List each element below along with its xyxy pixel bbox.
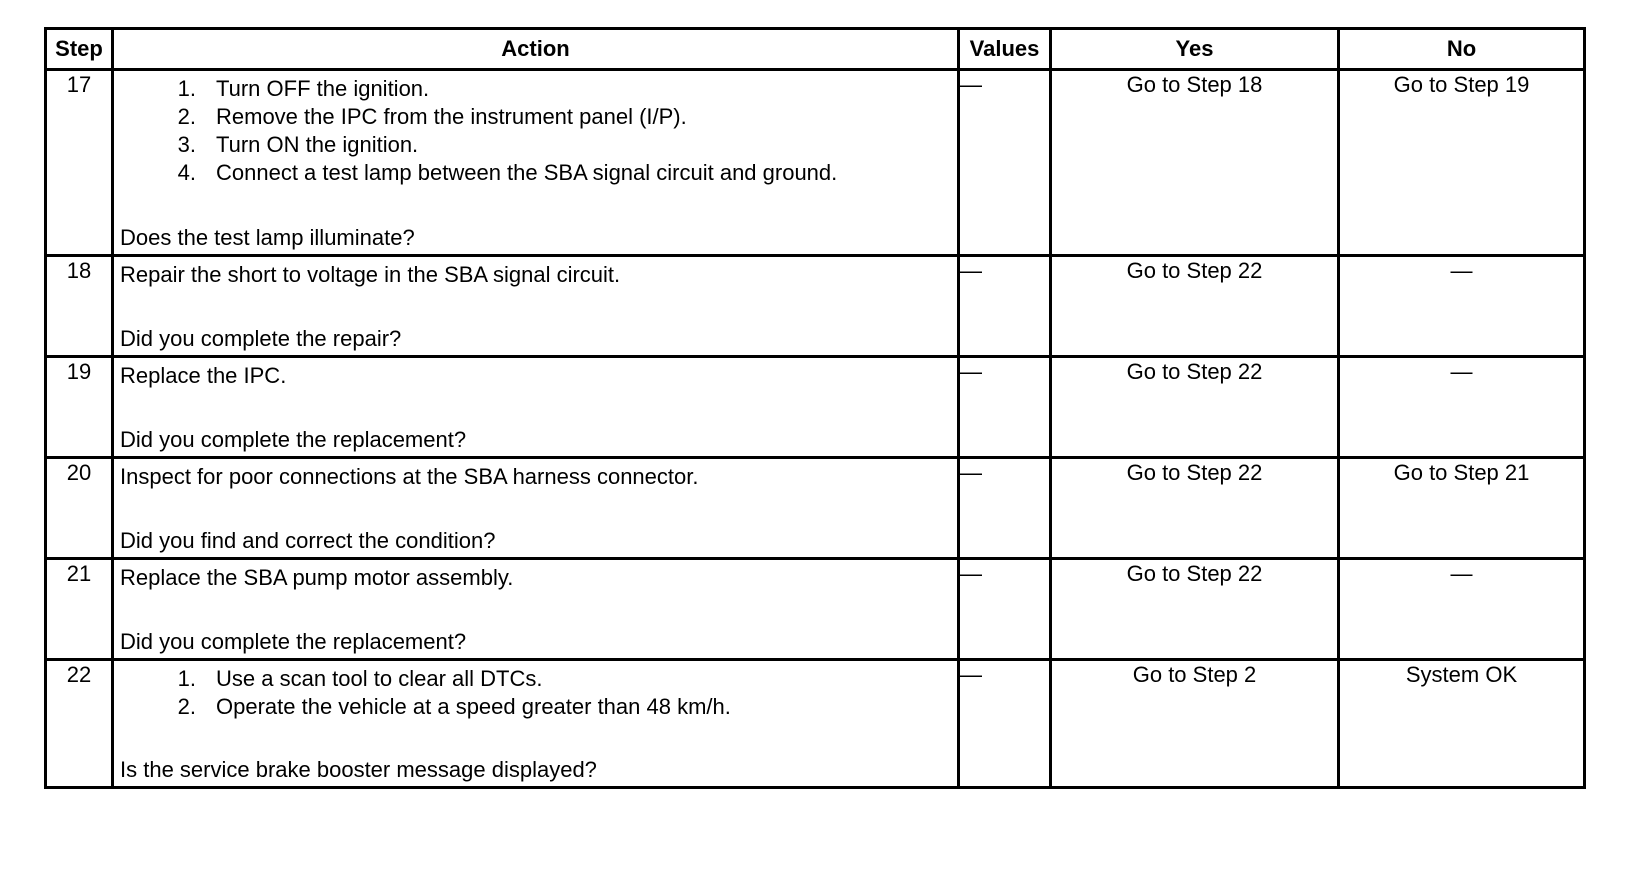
step-number: 17 xyxy=(46,70,113,256)
action-question: Did you complete the replacement? xyxy=(120,427,467,452)
yes-cell: Go to Step 18 xyxy=(1051,70,1339,256)
action-step: 2. Remove the IPC from the instrument panel (I/P). xyxy=(177,104,687,129)
table-row xyxy=(46,458,1585,559)
header-action: Action xyxy=(113,29,959,70)
yes-cell: Go to Step 22 xyxy=(1051,458,1339,559)
diagnostic-table xyxy=(44,27,1586,789)
action-step: 1. Use a scan tool to clear all DTCs. xyxy=(177,666,543,691)
action-text: Replace the SBA pump motor assembly. xyxy=(120,565,514,590)
header-yes: Yes xyxy=(1051,29,1339,70)
action-step: 1. Turn OFF the ignition. xyxy=(177,76,430,101)
table-row xyxy=(46,660,1585,788)
table-row xyxy=(46,256,1585,357)
action-question: Did you complete the replacement? xyxy=(120,629,467,654)
header-values: Values xyxy=(959,29,1051,70)
action-text: Inspect for poor connections at the SBA harness connector. xyxy=(120,464,699,489)
action-text: Repair the short to voltage in the SBA signal circuit. xyxy=(120,262,621,287)
no-cell: Go to Step 19 xyxy=(1339,70,1585,256)
action-text: Replace the IPC. xyxy=(120,363,287,388)
action-cell xyxy=(113,458,959,559)
action-cell xyxy=(113,559,959,660)
step-number: 18 xyxy=(46,256,113,357)
action-step-list xyxy=(120,665,951,721)
yes-cell: Go to Step 22 xyxy=(1051,357,1339,458)
table-row xyxy=(46,70,1585,256)
values-cell: — xyxy=(959,660,1051,788)
step-number: 21 xyxy=(46,559,113,660)
step-number: 19 xyxy=(46,357,113,458)
action-step-list xyxy=(120,75,951,187)
no-cell: — xyxy=(1339,256,1585,357)
header-row xyxy=(46,29,1585,70)
action-step: 4. Connect a test lamp between the SBA signal circuit and ground. xyxy=(177,160,838,185)
action-step: 3. Turn ON the ignition. xyxy=(177,132,419,157)
yes-cell: Go to Step 22 xyxy=(1051,559,1339,660)
step-number: 20 xyxy=(46,458,113,559)
header-step: Step xyxy=(46,29,113,70)
action-cell xyxy=(113,256,959,357)
action-question: Did you find and correct the condition? xyxy=(120,528,496,553)
no-cell: System OK xyxy=(1339,660,1585,788)
action-cell xyxy=(113,357,959,458)
values-cell: — xyxy=(959,357,1051,458)
diagnostic-table-sheet xyxy=(44,27,1583,789)
step-number: 22 xyxy=(46,660,113,788)
values-cell: — xyxy=(959,458,1051,559)
no-cell: — xyxy=(1339,357,1585,458)
header-no: No xyxy=(1339,29,1585,70)
action-question: Does the test lamp illuminate? xyxy=(120,225,415,250)
no-cell: — xyxy=(1339,559,1585,660)
action-step: 2. Operate the vehicle at a speed greater than 48 km/h. xyxy=(177,694,731,719)
action-cell xyxy=(113,70,959,256)
no-cell: Go to Step 21 xyxy=(1339,458,1585,559)
table-row xyxy=(46,357,1585,458)
action-question: Did you complete the repair? xyxy=(120,326,402,351)
yes-cell: Go to Step 2 xyxy=(1051,660,1339,788)
action-cell xyxy=(113,660,959,788)
table-row xyxy=(46,559,1585,660)
values-cell: — xyxy=(959,256,1051,357)
action-question: Is the service brake booster message displayed? xyxy=(120,757,597,782)
yes-cell: Go to Step 22 xyxy=(1051,256,1339,357)
values-cell: — xyxy=(959,70,1051,256)
values-cell: — xyxy=(959,559,1051,660)
